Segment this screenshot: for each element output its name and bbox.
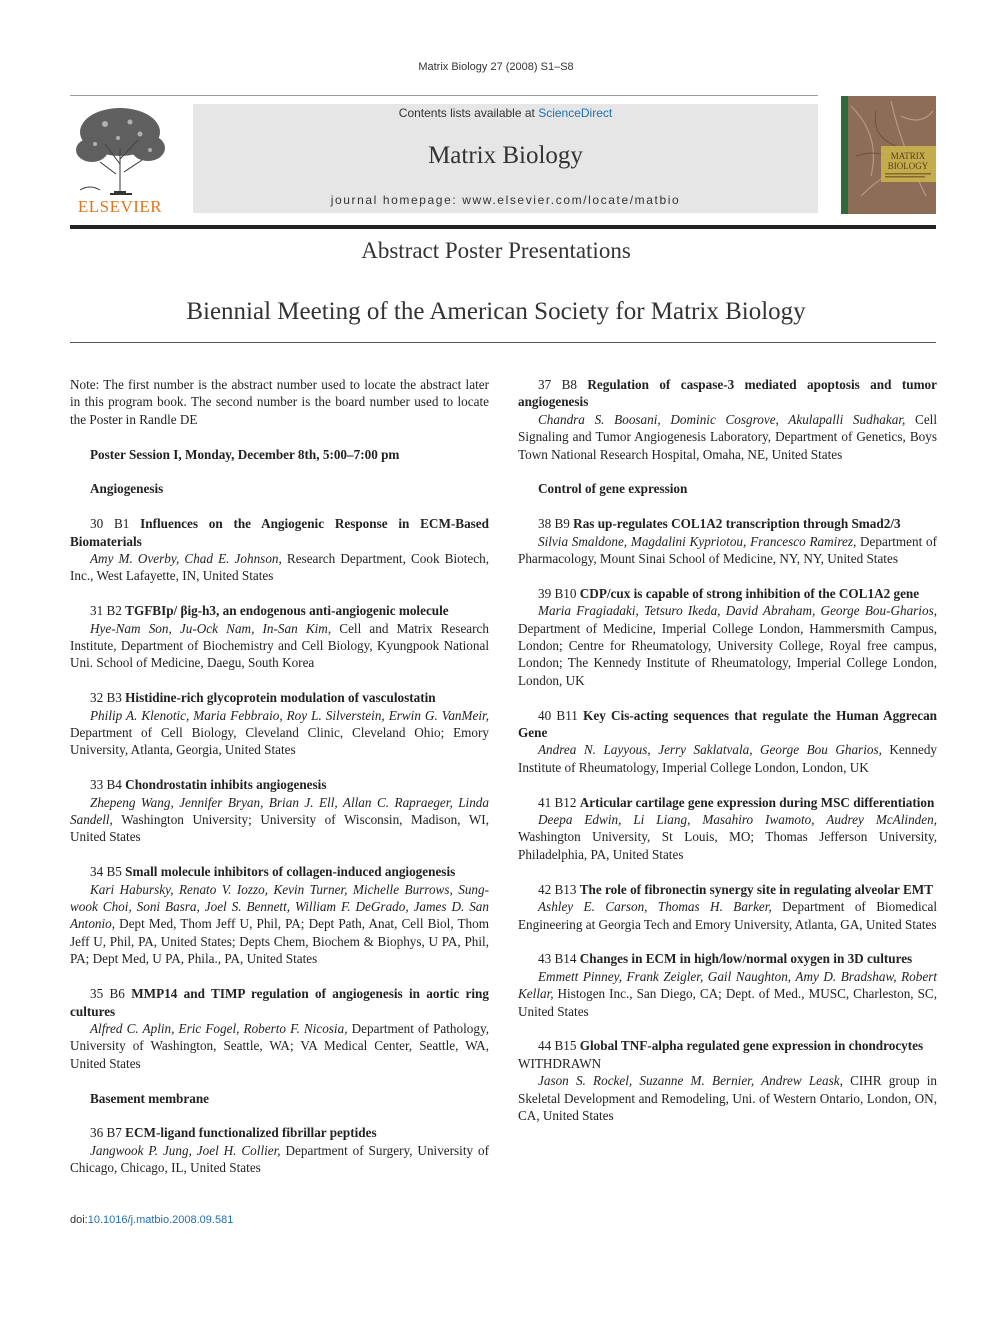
abstract-number: 44 B15 [538, 1038, 580, 1054]
abstract-affiliation: Washington University, St Louis, MO; Thomas Jefferson University, Philadelphia, PA, United States [518, 829, 937, 862]
contents-prefix: Contents lists available at [398, 106, 539, 120]
abstract-affiliation: Cell Signaling and Tumor Angiogenesis Laboratory, Department of Genetics, Boys Town National Research Hospital, Omaha, NE, United States [518, 411, 937, 462]
abstract-number: 31 B2 [90, 603, 126, 619]
publisher-name: ELSEVIER [77, 197, 163, 216]
abstract-affiliation: Cell and Matrix Research Institute, Department of Biochemistry and Cell Biology, Kyungpook National Uni. School of Medicine, Daegu, South Korea [70, 620, 489, 671]
abstract-entry [70, 1124, 489, 1176]
abstract-title: Chondrostatin inhibits angiogenesis [125, 777, 327, 793]
abstract-title-line [70, 1124, 489, 1141]
abstract-title: Influences on the Angiogenic Response in ECM-Based Biomaterials [70, 516, 489, 549]
abstract-title: Changes in ECM in high/low/normal oxygen in 3D cultures [579, 951, 913, 967]
abstract-entry [70, 863, 489, 967]
abstract-number: 34 B5 [90, 864, 126, 880]
abstract-authors: Amy M. Overby, Chad E. Johnson, [90, 551, 282, 567]
cover-image [841, 96, 936, 214]
tree-icon [70, 104, 170, 196]
cover-title-line1: MATRIX [890, 151, 926, 161]
abstract-entry [70, 602, 489, 672]
abstract-entry [518, 515, 937, 567]
header-divider [70, 225, 936, 229]
doi [70, 1214, 233, 1226]
header-rule [70, 95, 818, 96]
abstract-affiliation: Department of Cell Biology, Cleveland Clinic, Cleveland Ohio; Emory University, Atlanta, Georgia, United States [70, 725, 489, 758]
abstract-affiliation: Washington University; University of Wisconsin, Madison, WI, United States [70, 812, 489, 845]
abstract-title: Articular cartilage gene expression during MSC differentiation [579, 794, 935, 810]
abstract-authors: Deepa Edwin, Li Liang, Masahiro Iwamoto, Audrey McAlinden, [538, 812, 937, 828]
journal-masthead [193, 104, 818, 213]
abstract-number: 43 B14 [538, 951, 580, 967]
abstract-affiliation: Department of Pharmacology, Mount Sinai School of Medicine, NY, NY, United States [518, 533, 937, 567]
abstract-number: 37 B8 [538, 377, 588, 392]
abstract-title: ECM-ligand functionalized fibrillar peptides [125, 1125, 377, 1141]
abstract-authors-line [70, 550, 489, 585]
section-heading: Angiogenesis [90, 481, 164, 497]
cover-title-line2: BIOLOGY [887, 161, 929, 171]
running-head: Matrix Biology 27 (2008) S1–S8 [418, 61, 574, 73]
abstract-title: Global TNF-alpha regulated gene expression in chondrocytes [579, 1038, 924, 1054]
abstract-title: Key Cis-acting sequences that regulate the Human Aggrecan Gene [518, 707, 938, 741]
abstract-authors: Hye-Nam Son, Ju-Ock Nam, In-San Kim, [90, 620, 332, 636]
title-divider [70, 342, 936, 343]
abstract-title-line [518, 585, 937, 602]
abstract-number: 32 B3 [90, 690, 126, 706]
abstract-title: Regulation of caspase-3 mediated apoptosis and tumor angiogenesis [518, 377, 938, 410]
left-column [70, 376, 489, 1194]
abstract-entry [518, 585, 937, 689]
abstract-affiliation: Dept Med, Thom Jeff U, Phil, PA; Dept Path, Anat, Cell Biol, Thom Jeff U, Phil, PA, United States; Depts Chem, Biochem & Biophys, U PA, Phil, PA; Dept Med, U PA, Phila., PA, United States [70, 916, 489, 967]
abstract-authors-line [518, 741, 937, 776]
abstract-number: 39 B10 [538, 585, 580, 601]
abstract-affiliation: Research Department, Cook Biotech, Inc., West Lafayette, IN, United States [70, 551, 489, 584]
right-sections [518, 480, 937, 1124]
abstract-authors: Andrea N. Layyous, Jerry Saklatvala, George Bou Gharios, [538, 742, 882, 758]
abstract-authors-line [518, 411, 937, 463]
abstract-title-line [70, 602, 489, 619]
right-top-entry [518, 376, 937, 463]
program-note: Note: The first number is the abstract number used to locate the abstract later in this program book. The second number is the board number used to locate the Poster in Randle DE [70, 377, 489, 427]
abstract-entry [70, 515, 489, 585]
abstract-number: 30 B1 [90, 516, 141, 532]
abstract-authors-line [518, 533, 937, 568]
abstract-title-line [70, 863, 489, 880]
left-sections [70, 480, 489, 1176]
abstract-authors: Maria Fragiadaki, Tetsuro Ikeda, David Abraham, George Bou-Gharios, [538, 603, 937, 619]
abstract-entry [70, 689, 489, 759]
abstract-title: The role of fibronectin synergy site in regulating alveolar EMT [579, 881, 934, 897]
abstract-number: 41 B12 [538, 794, 580, 810]
abstract-entry [518, 881, 937, 933]
contents-line [193, 106, 818, 120]
abstract-entry [518, 376, 937, 463]
abstract-title-line [70, 985, 489, 1020]
abstract-authors: Ashley E. Carson, Thomas H. Barker, [538, 899, 772, 915]
abstract-affiliation: CIHR group in Skeletal Development and Remodeling, Uni. of Western Ontario, London, ON, CA, United States [518, 1073, 937, 1123]
abstract-entry [70, 985, 489, 1072]
abstract-authors: Kari Habursky, Renato V. Iozzo, Kevin Turner, Michelle Burrows, Sung-wook Choi, Soni Basra, Joel S. Bennett, William F. DeGrado, James D. San Antonio, [70, 881, 489, 932]
abstract-affiliation: Department of Biomedical Engineering at Georgia Tech and Emory University, Atlanta, GA, United States [518, 899, 938, 932]
abstract-authors-line [70, 620, 489, 672]
abstract-number: 42 B13 [538, 881, 580, 897]
abstract-authors-line [70, 1020, 489, 1072]
abstract-title: TGFBIp/ βig-h3, an endogenous anti-angiogenic molecule [125, 603, 449, 619]
abstract-affiliation: Department of Medicine, Imperial College London, Hammersmith Campus, London; Centre for Rheumatology, University College, Royal free campus, London; The Kennedy Institute of Rheumatology, Imperial College London, London, UK [518, 620, 937, 688]
page-title: Abstract Poster Presentations [361, 238, 631, 263]
abstract-authors-line [70, 794, 489, 846]
abstract-title-line [518, 515, 937, 532]
abstract-authors-line [518, 968, 937, 1020]
abstract-title: MMP14 and TIMP regulation of angiogenesis in aortic ring cultures [70, 986, 489, 1019]
abstract-title: Ras up-regulates COL1A2 transcription through Smad2/3 [573, 516, 901, 532]
abstract-authors: Silvia Smaldone, Magdalini Kypriotou, Francesco Ramirez, [538, 533, 857, 549]
journal-homepage: journal homepage: www.elsevier.com/locate/matbio [330, 193, 681, 207]
abstract-entry [518, 707, 937, 777]
abstract-number: 38 B9 [538, 516, 574, 532]
abstract-authors-line [518, 811, 937, 863]
abstract-authors: Emmett Pinney, Frank Zeigler, Gail Naughton, Amy D. Bradshaw, Robert Kellar, [518, 968, 937, 1002]
abstract-affiliation: Department of Pathology, University of Washington, Seattle, WA; VA Medical Center, Seattle, WA, United States [70, 1020, 489, 1071]
abstract-authors-line [518, 602, 937, 689]
section-heading: Basement membrane [90, 1090, 210, 1106]
abstract-title-line [518, 376, 937, 411]
abstract-entry [518, 950, 937, 1020]
abstract-affiliation: Histogen Inc., San Diego, CA; Dept. of Med., MUSC, Charleston, SC, United States [518, 986, 937, 1019]
abstract-title-line [518, 950, 937, 967]
abstract-title: CDP/cux is capable of strong inhibition of the COL1A2 gene [579, 585, 920, 601]
journal-name: Matrix Biology [428, 142, 583, 169]
elsevier-logo [70, 104, 170, 214]
abstract-entry [518, 794, 937, 864]
abstract-authors: Zhepeng Wang, Jennifer Bryan, Brian J. Ell, Allan C. Rapraeger, Linda Sandell, [70, 794, 489, 828]
abstract-authors-line [70, 1142, 489, 1177]
abstract-entry [70, 776, 489, 846]
abstract-note: WITHDRAWN [518, 1055, 602, 1071]
abstract-authors: Philip A. Klenotic, Maria Febbraio, Roy L. Silverstein, Erwin G. VanMeir, [90, 707, 489, 723]
sciencedirect-link[interactable]: ScienceDirect [538, 106, 613, 120]
abstract-authors: Jangwook P. Jung, Joel H. Collier, [90, 1142, 281, 1158]
page-subtitle: Biennial Meeting of the American Society for Matrix Biology [186, 298, 806, 325]
abstract-number: 36 B7 [90, 1125, 126, 1141]
doi-prefix: doi: [70, 1214, 88, 1226]
abstract-authors-line [70, 881, 489, 968]
abstract-authors-line [70, 707, 489, 759]
abstract-title-line [518, 1037, 937, 1054]
abstract-authors-line [518, 898, 937, 933]
abstract-title: Histidine-rich glycoprotein modulation of vasculostatin [125, 690, 436, 706]
abstract-authors: Jason S. Rockel, Suzanne M. Bernier, Andrew Leask, [538, 1073, 843, 1089]
abstract-number: 35 B6 [90, 986, 132, 1002]
section-heading: Control of gene expression [538, 481, 688, 497]
session-heading: Poster Session I, Monday, December 8th, 5:00–7:00 pm [90, 446, 400, 462]
abstract-number: 33 B4 [90, 777, 126, 793]
abstract-entry [518, 1037, 937, 1124]
abstract-title-line [70, 515, 489, 550]
abstract-title-line [70, 689, 489, 706]
abstract-affiliation: Kennedy Institute of Rheumatology, Imperial College London, London, UK [518, 742, 938, 775]
abstract-affiliation: Department of Surgery, University of Chicago, Chicago, IL, United States [70, 1142, 489, 1176]
abstract-title-line [518, 707, 937, 742]
abstract-title-line [70, 776, 489, 793]
abstract-title: Small molecule inhibitors of collagen-induced angiogenesis [125, 864, 456, 880]
doi-link[interactable]: 10.1016/j.matbio.2008.09.581 [87, 1214, 234, 1226]
abstract-number: 40 B11 [538, 707, 584, 723]
abstract-title-line [518, 794, 937, 811]
right-column [518, 376, 937, 1142]
abstract-authors: Chandra S. Boosani, Dominic Cosgrove, Akulapalli Sudhakar, [538, 411, 906, 427]
abstract-title-line [518, 881, 937, 898]
abstract-authors: Alfred C. Aplin, Eric Fogel, Roberto F. Nicosia, [90, 1020, 348, 1036]
abstract-authors-line [518, 1072, 937, 1124]
journal-cover [841, 96, 936, 214]
